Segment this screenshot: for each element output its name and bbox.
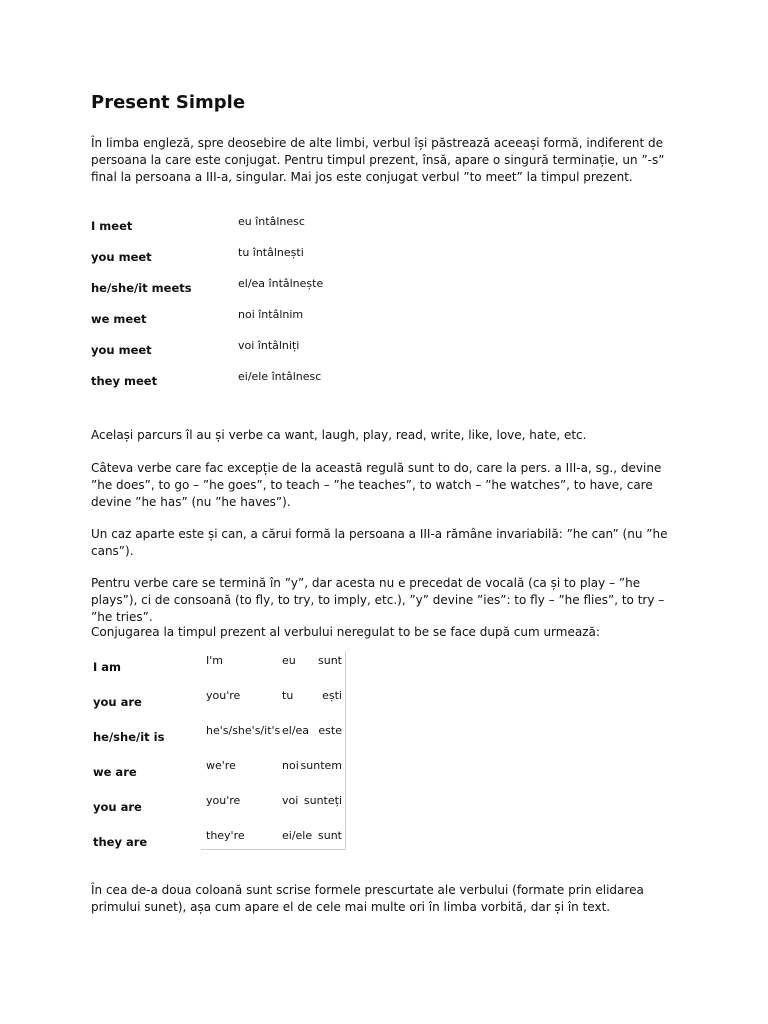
romanian-pronoun: eu — [282, 654, 296, 667]
english-form: they meet — [91, 374, 158, 388]
romanian-form: tu întâlnești — [238, 246, 304, 259]
to-meet-conjugation-table — [91, 215, 491, 401]
romanian-verb: ești — [322, 689, 342, 702]
table-row — [91, 246, 491, 277]
short-form: we're — [206, 759, 236, 772]
romanian-form: voi întâlniți — [238, 339, 300, 352]
romanian-pronoun: voi — [282, 794, 299, 807]
english-form: you are — [93, 695, 142, 709]
romanian-verb: sunt — [318, 829, 342, 842]
romanian-pronoun: el/ea — [282, 724, 310, 737]
paragraph-to-be-intro: Conjugarea la timpul prezent al verbului neregulat to be se face după cum urmează: — [91, 625, 600, 639]
romanian-form: eu întâlnesc — [238, 215, 305, 228]
short-form: he's/she's/it's — [206, 724, 281, 737]
english-form: we are — [93, 765, 137, 779]
romanian-pronoun: noi — [282, 759, 299, 772]
english-form: I meet — [91, 219, 133, 233]
short-form: you're — [206, 794, 241, 807]
table-row — [91, 277, 491, 308]
table-row — [91, 826, 391, 861]
paragraph-exceptions: Câteva verbe care fac excepție de la această regulă sunt to do, care la pers. a III-a, sg., devine ”he does”, to go – ”he goes”, to teach – ”he teaches”, to watch – ”he watches”, to have, care devine ”he has” (nu ”he haves”). — [91, 461, 662, 509]
table-row — [91, 651, 391, 686]
short-form: they're — [206, 829, 245, 842]
romanian-pronoun: ei/ele — [282, 829, 313, 842]
paragraph-short-forms: În cea de-a doua coloană sunt scrise formele prescurtate ale verbului (formate prin elidarea primului sunet), așa cum apare el de cele mai multe ori în limba vorbită, dar și în text. — [91, 883, 644, 914]
to-be-conjugation-table — [91, 651, 391, 861]
romanian-verb: sunteți — [303, 794, 342, 807]
paragraph-can: Un caz aparte este și can, a cărui formă la persoana a III-a rămâne invariabilă: ”he can” (nu ”he cans”). — [91, 527, 668, 558]
table-row — [91, 215, 491, 246]
intro-paragraph: În limba engleză, spre deosebire de alte limbi, verbul își păstrează aceeași formă, indiferent de persoana la care este conjugat. Pentru timpul prezent, însă, apare o singură terminație, un ”-s” final la persoana a III-a, singular. Mai jos este conjugat verbul ”to meet” la timpul prezent. — [91, 136, 665, 184]
table-row — [91, 756, 391, 791]
english-form: you meet — [91, 343, 152, 357]
romanian-pronoun: tu — [282, 689, 294, 702]
english-form: they are — [93, 835, 148, 849]
english-form: we meet — [91, 312, 147, 326]
paragraph-y-ending: Pentru verbe care se termină în ”y”, dar acesta nu e precedat de vocală (ca și to play – ”he plays”), ci de consoană (to fly, to try, to imply, etc.), ”y” devine ”ies”: to fly – ”he flies”, to try – ”he tries”. — [91, 576, 665, 624]
table-row — [91, 686, 391, 721]
english-form: he/she/it meets — [91, 281, 192, 295]
english-form: you are — [93, 800, 142, 814]
table-row — [91, 339, 491, 370]
english-form: I am — [93, 660, 122, 674]
romanian-form: noi întâlnim — [238, 308, 304, 321]
romanian-form: el/ea întâlnește — [238, 277, 324, 290]
romanian-verb: este — [318, 724, 342, 737]
romanian-verb: sunt — [318, 654, 342, 667]
table-row — [91, 721, 391, 756]
romanian-form: ei/ele întâlnesc — [238, 370, 322, 383]
short-form: you're — [206, 689, 241, 702]
paragraph-similar-verbs: Același parcurs îl au și verbe ca want, laugh, play, read, write, like, love, hate, etc. — [91, 428, 587, 442]
short-form: I'm — [206, 654, 223, 667]
english-form: you meet — [91, 250, 152, 264]
table-row — [91, 791, 391, 826]
english-form: he/she/it is — [93, 730, 165, 744]
page-title: Present Simple — [91, 92, 246, 113]
romanian-verb: suntem — [300, 759, 342, 772]
table-row — [91, 370, 491, 401]
table-row — [91, 308, 491, 339]
